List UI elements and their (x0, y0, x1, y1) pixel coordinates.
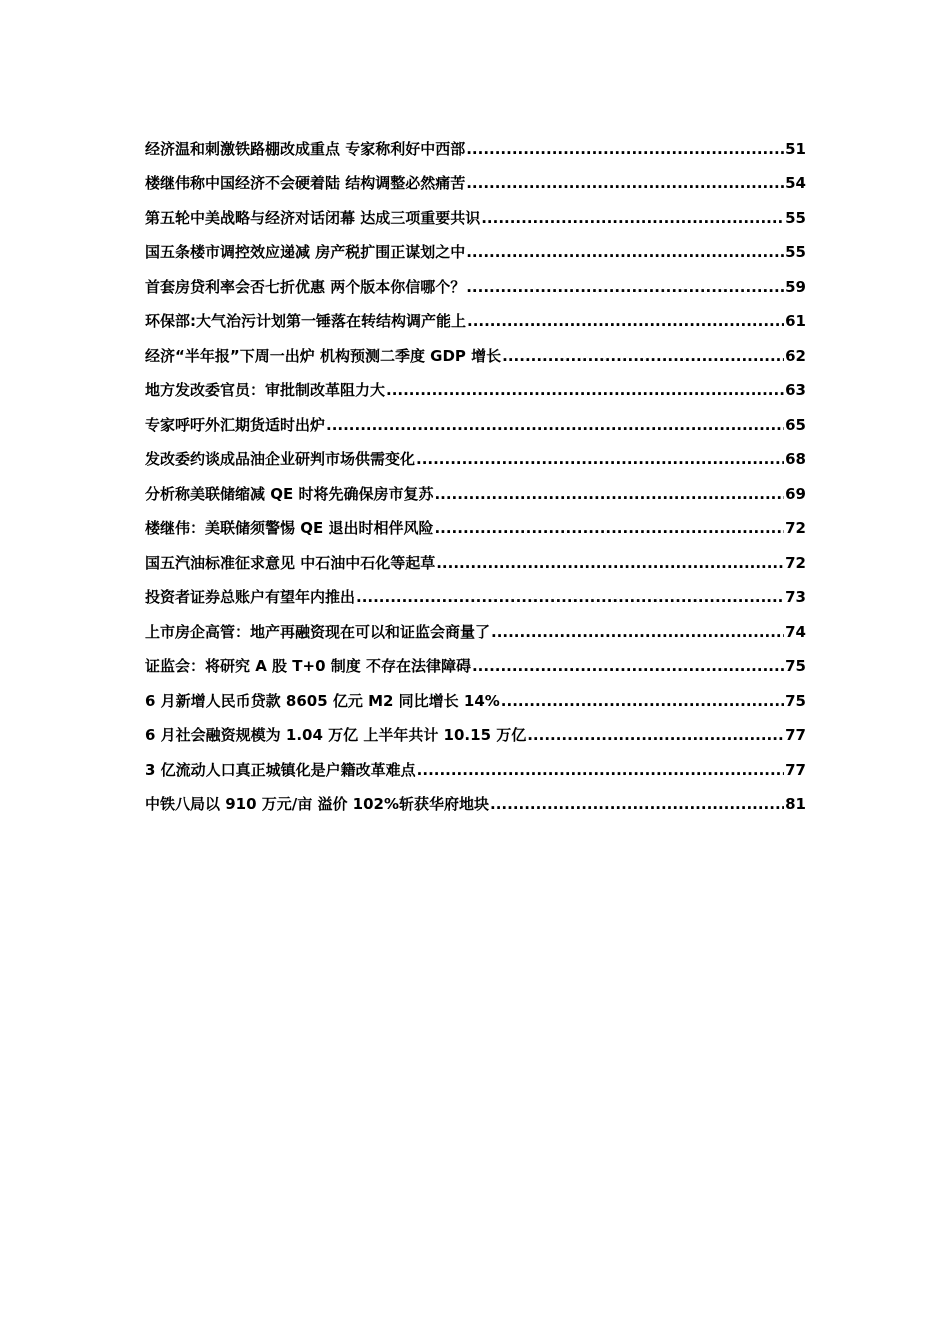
toc-dot-leader (386, 380, 784, 400)
toc-dot-leader (527, 725, 784, 745)
toc-entry-11[interactable] (145, 469, 806, 504)
toc-entry-12[interactable] (145, 504, 806, 539)
toc-entry-page: 61 (785, 312, 806, 330)
toc-entry-15[interactable] (145, 607, 806, 642)
toc-entry-9[interactable] (145, 400, 806, 435)
toc-entry-10[interactable] (145, 435, 806, 470)
toc-entry-page: 72 (785, 519, 806, 537)
toc-entry-title: 投资者证券总账户有望年内推出 (145, 588, 356, 606)
toc-entry-title: 6 月社会融资规模为 1.04 万亿 上半年共计 10.15 万亿 (145, 726, 527, 744)
toc-entry-7[interactable] (145, 331, 806, 366)
toc-entry-page: 62 (785, 346, 806, 365)
toc-entry-17[interactable] (145, 676, 806, 711)
toc-dot-leader (416, 449, 784, 469)
toc-entry-page: 54 (785, 174, 806, 192)
toc-dot-leader (434, 484, 784, 504)
toc-entry-title: 首套房贷利率会否七折优惠 两个版本你信哪个？ (145, 277, 466, 296)
toc-dot-leader (356, 587, 784, 607)
toc-entry-19[interactable] (145, 745, 806, 780)
toc-entry-title: 经济温和刺激铁路棚改成重点 专家称利好中西部 (145, 139, 466, 158)
toc-entry-title: 6 月新增人民币贷款 8605 亿元 M2 同比增长 14% (145, 691, 500, 710)
toc-entry-13[interactable] (145, 538, 806, 573)
toc-entry-title: 专家呼吁外汇期货适时出炉 (145, 415, 326, 434)
toc-entry-6[interactable] (145, 297, 806, 332)
toc-entry-page: 77 (785, 726, 806, 744)
toc-entry-title: 环保部:大气治污计划第一锤落在转结构调产能上 (145, 312, 467, 330)
toc-dot-leader (466, 242, 784, 262)
toc-entry-page: 72 (785, 553, 806, 572)
toc-entry-title: 第五轮中美战略与经济对话闭幕 达成三项重要共识 (145, 208, 481, 227)
toc-entry-title: 国五条楼市调控效应递减 房产税扩围正谋划之中 (145, 243, 466, 261)
toc-dot-leader (472, 656, 784, 676)
toc-entry-page: 74 (785, 622, 806, 641)
toc-dot-leader (417, 760, 784, 780)
toc-entry-page: 75 (785, 657, 806, 675)
toc-entry-page: 75 (785, 691, 806, 710)
toc-entry-4[interactable] (145, 228, 806, 263)
toc-entry-page: 73 (785, 588, 806, 606)
toc-dot-leader (501, 691, 784, 711)
toc-entry-title: 发改委约谈成品油企业研判市场供需变化 (145, 450, 416, 468)
toc-entry-18[interactable] (145, 711, 806, 746)
toc-entry-8[interactable] (145, 366, 806, 401)
toc-dot-leader (466, 139, 784, 159)
toc-entry-page: 68 (785, 450, 806, 468)
toc-entry-page: 63 (785, 381, 806, 399)
toc-entry-5[interactable] (145, 262, 806, 297)
toc-entry-page: 59 (785, 277, 806, 296)
toc-dot-leader (326, 415, 784, 435)
toc-entry-title: 上市房企高管：地产再融资现在可以和证监会商量了 (145, 622, 491, 641)
toc-entry-20[interactable] (145, 780, 806, 815)
toc-entry-title: 中铁八局以 910 万元/亩 溢价 102%斩获华府地块 (145, 795, 490, 813)
toc-dot-leader (490, 794, 784, 814)
toc-entry-title: 经济“半年报”下周一出炉 机构预测二季度 GDP 增长 (145, 346, 502, 365)
toc-entry-title: 地方发改委官员：审批制改革阻力大 (145, 381, 386, 399)
toc-dot-leader (502, 346, 784, 366)
toc-entry-title: 楼继伟：美联储须警惕 QE 退出时相伴风险 (145, 519, 434, 537)
toc-entry-page: 65 (785, 415, 806, 434)
toc-entry-1[interactable] (145, 124, 806, 159)
toc-dot-leader (481, 208, 784, 228)
toc-entry-title: 证监会：将研究 A 股 T+0 制度 不存在法律障碍 (145, 657, 471, 675)
toc-entry-title: 楼继伟称中国经济不会硬着陆 结构调整必然痛苦 (145, 174, 466, 192)
toc-entry-title: 国五汽油标准征求意见 中石油中石化等起草 (145, 553, 436, 572)
table-of-contents (145, 124, 806, 814)
toc-entry-14[interactable] (145, 573, 806, 608)
toc-entry-title: 3 亿流动人口真正城镇化是户籍改革难点 (145, 760, 416, 779)
toc-dot-leader (466, 277, 784, 297)
toc-entry-16[interactable] (145, 642, 806, 677)
toc-dot-leader (434, 518, 784, 538)
toc-dot-leader (467, 311, 784, 331)
toc-entry-page: 55 (785, 208, 806, 227)
toc-entry-page: 51 (785, 139, 806, 158)
toc-dot-leader (436, 553, 784, 573)
toc-entry-title: 分析称美联储缩减 QE 时将先确保房市复苏 (145, 484, 434, 503)
toc-entry-page: 55 (785, 243, 806, 261)
toc-entry-2[interactable] (145, 159, 806, 194)
toc-entry-3[interactable] (145, 193, 806, 228)
toc-entry-page: 69 (785, 484, 806, 503)
toc-entry-page: 81 (785, 795, 806, 813)
toc-dot-leader (466, 173, 784, 193)
toc-dot-leader (491, 622, 784, 642)
toc-entry-page: 77 (785, 760, 806, 779)
